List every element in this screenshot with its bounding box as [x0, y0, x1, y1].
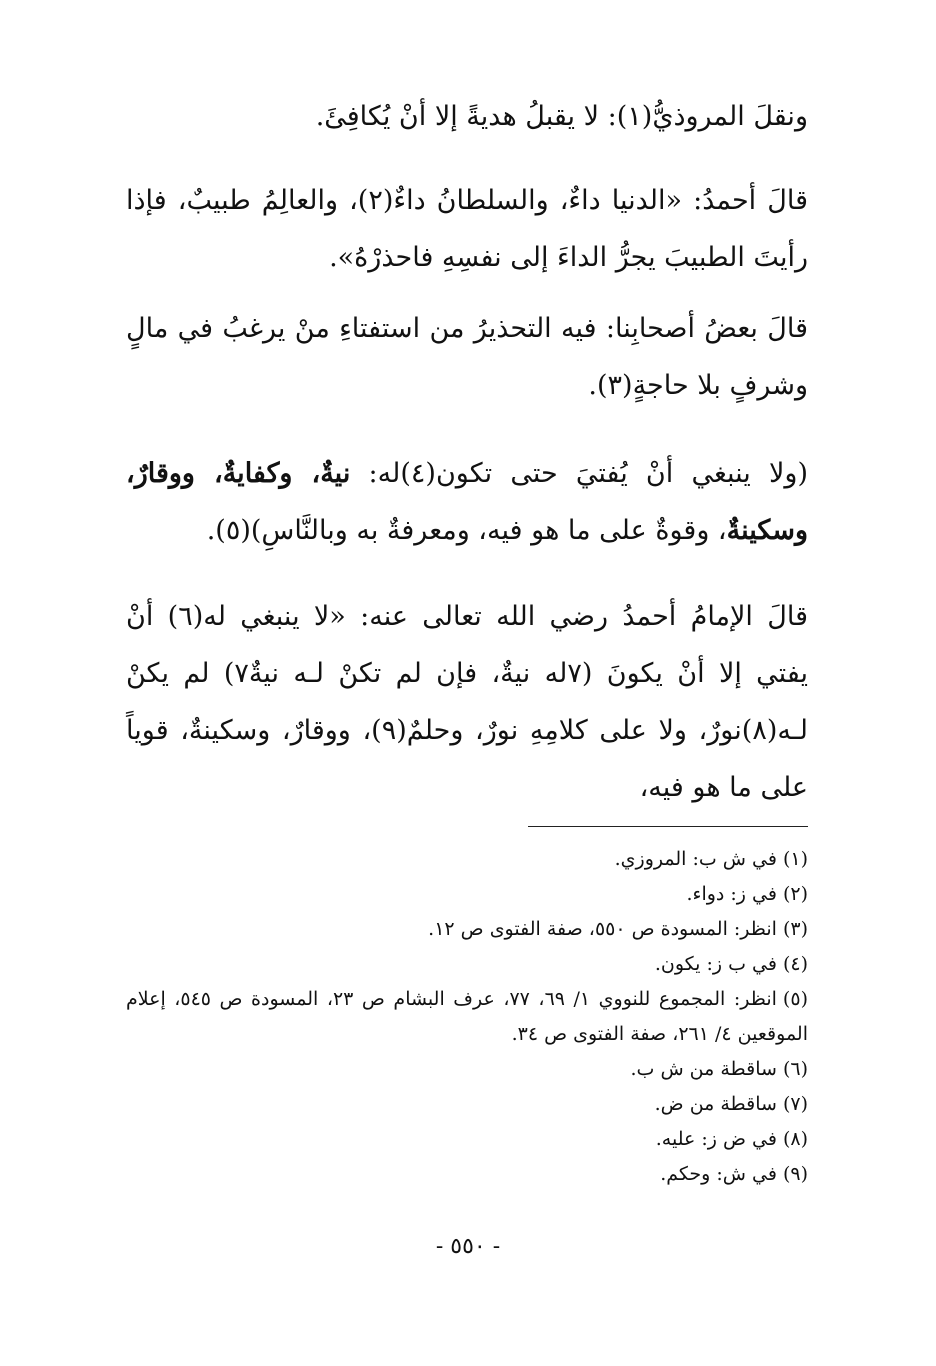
footnote-number: (٢) [782, 883, 808, 905]
footnotes-list [126, 842, 808, 1192]
conditions-rest: ، وقوةٌ على ما هو فيه، ومعرفةٌ به وبالنَّاسِ)(٥). [206, 515, 727, 546]
footnote-number: (٤) [782, 953, 808, 975]
footnote-number: (٩) [782, 1163, 808, 1185]
footnote-item [126, 1122, 808, 1157]
footnote-number: (١) [782, 848, 808, 870]
paragraph-imam-ahmad: قالَ الإمامُ أحمدُ رضي الله تعالى عنه: «لا ينبغي له(٦) أنْ يفتي إلا أنْ يكونَ (٧له نيةٌ، فإن لم تكنْ لـه نيةٌ٧) لم يكنْ لـه(٨)نورٌ، ولا على كلامِهِ نورٌ، وحلمٌ(٩)، ووقارٌ، وسكينةٌ، قوياً على ما هو فيه، [126, 601, 809, 803]
footnote-number: (٦) [782, 1058, 808, 1080]
footnote-number: (٥) [782, 988, 808, 1010]
conditions-intro: (ولا ينبغي أنْ يُفتيَ حتى تكون(٤)له: [350, 458, 808, 489]
footnote-text: في ب ز: يكون. [654, 953, 777, 975]
footnote-text: في ز: دواء. [686, 883, 777, 905]
footnote-item [126, 1087, 808, 1122]
footnote-text: في ش ب: المروزي. [614, 848, 777, 870]
footnote-text: ساقطة من ض. [654, 1093, 777, 1115]
footnote-item [126, 1052, 808, 1087]
paragraph-companions: قالَ بعضُ أصحابِنا: فيه التحذيرُ من استفتاءِ منْ يرغبُ في مالٍ وشرفٍ بلا حاجةٍ(٣). [126, 313, 808, 401]
footnote-item [126, 982, 808, 1052]
footnote-number: (٧) [782, 1093, 808, 1115]
footnote-text: انظر: المسودة ص ٥٥٠، صفة الفتوى ص ١٢. [428, 918, 777, 940]
footnote-item [126, 842, 808, 877]
footnote-divider [528, 826, 808, 827]
paragraph-mufti-conditions [126, 445, 808, 559]
paragraph-marwazi: ونقلَ المروذيُّ(١): لا يقبلُ هديةً إلا أنْ يُكافِئَ. [315, 101, 808, 132]
footnote-text: ساقطة من ش ب. [630, 1058, 777, 1080]
footnote-number: (٣) [782, 918, 808, 940]
footnote-text: في ض ز: عليه. [655, 1128, 777, 1150]
paragraph-ahmad-dunya: قالَ أحمدُ: «الدنيا داءٌ، والسلطانُ داءٌ(٢)، والعالِمُ طبيبٌ، فإذا رأيتَ الطبيبَ يجرُّ الداءَ إلى نفسِهِ فاحذرْهُ». [126, 185, 808, 273]
footnote-text: في ش: وحكم. [660, 1163, 777, 1185]
conditions-bold-list: نيةٌ، وكفايةٌ، ووقارٌ، وسكينةٌ [126, 458, 808, 546]
footnote-item [126, 912, 808, 947]
footnote-item [126, 1157, 808, 1192]
page-number: - ٥٥٠ - [435, 1234, 501, 1259]
footnote-text: انظر: المجموع للنووي ١/ ٦٩، ٧٧، عرف البشام ص ٢٣، المسودة ص ٥٤٥، إعلام الموقعين ٤/ ٢٦١، صفة الفتوى ص ٣٤. [126, 988, 808, 1045]
footnote-number: (٨) [782, 1128, 808, 1150]
footnote-item [126, 947, 808, 982]
footnote-item [126, 877, 808, 912]
